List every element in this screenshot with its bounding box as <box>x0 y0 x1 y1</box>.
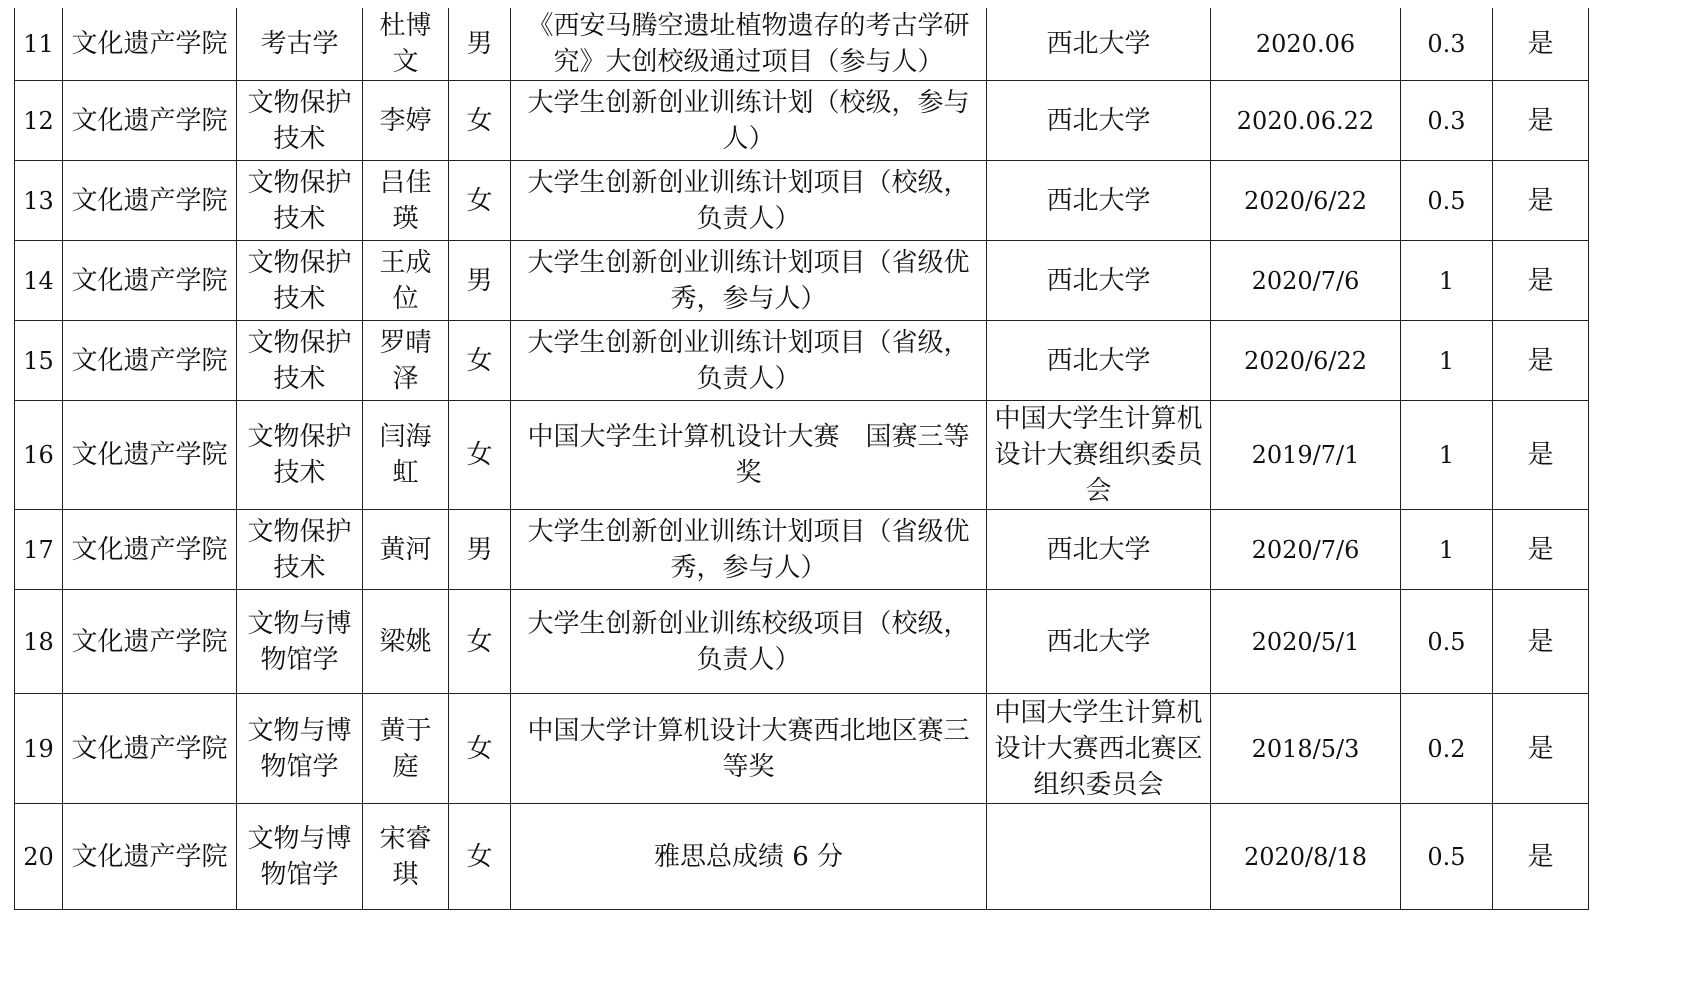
college-cell: 文化遗产学院 <box>63 590 237 694</box>
project-cell: 中国大学生计算机设计大赛 国赛三等奖 <box>511 401 987 510</box>
table-row-17 <box>15 510 1589 590</box>
organizer-cell: 西北大学 <box>987 161 1211 241</box>
approved-cell: 是 <box>1493 8 1589 81</box>
table-body <box>15 8 1589 910</box>
approved-cell: 是 <box>1493 590 1589 694</box>
date-cell: 2020/6/22 <box>1211 321 1401 401</box>
organizer-cell: 西北大学 <box>987 81 1211 161</box>
score-cell: 1 <box>1401 241 1493 321</box>
student-name-cell: 黄于庭 <box>363 694 449 804</box>
project-cell: 大学生创新创业训练计划项目（省级优秀，参与人） <box>511 241 987 321</box>
college-cell: 文化遗产学院 <box>63 401 237 510</box>
row-number: 19 <box>15 694 63 804</box>
table-row-19 <box>15 694 1589 804</box>
table-row-14 <box>15 241 1589 321</box>
organizer-cell: 西北大学 <box>987 241 1211 321</box>
project-cell: 大学生创新创业训练计划（校级，参与人） <box>511 81 987 161</box>
date-cell: 2020/7/6 <box>1211 510 1401 590</box>
college-cell: 文化遗产学院 <box>63 81 237 161</box>
table-row-20 <box>15 804 1589 910</box>
date-cell: 2020/6/22 <box>1211 161 1401 241</box>
approved-cell: 是 <box>1493 694 1589 804</box>
organizer-cell: 西北大学 <box>987 510 1211 590</box>
major-cell: 考古学 <box>237 8 363 81</box>
project-cell: 大学生创新创业训练计划项目（省级优秀，参与人） <box>511 510 987 590</box>
student-name-cell: 李婷 <box>363 81 449 161</box>
student-name-cell: 杜博文 <box>363 8 449 81</box>
college-cell: 文化遗产学院 <box>63 161 237 241</box>
gender-cell: 女 <box>449 401 511 510</box>
student-name-cell: 王成位 <box>363 241 449 321</box>
score-cell: 0.5 <box>1401 161 1493 241</box>
student-name-cell: 梁姚 <box>363 590 449 694</box>
score-cell: 0.2 <box>1401 694 1493 804</box>
college-cell: 文化遗产学院 <box>63 8 237 81</box>
organizer-cell: 中国大学生计算机设计大赛西北赛区组织委员会 <box>987 694 1211 804</box>
gender-cell: 女 <box>449 161 511 241</box>
project-cell: 大学生创新创业训练计划项目（省级，负责人） <box>511 321 987 401</box>
major-cell: 文物与博物馆学 <box>237 694 363 804</box>
approved-cell: 是 <box>1493 401 1589 510</box>
date-cell: 2020/5/1 <box>1211 590 1401 694</box>
gender-cell: 男 <box>449 8 511 81</box>
project-cell: 大学生创新创业训练计划项目（校级，负责人） <box>511 161 987 241</box>
score-cell: 1 <box>1401 510 1493 590</box>
approved-cell: 是 <box>1493 510 1589 590</box>
major-cell: 文物保护技术 <box>237 241 363 321</box>
gender-cell: 男 <box>449 510 511 590</box>
gender-cell: 女 <box>449 694 511 804</box>
approved-cell: 是 <box>1493 321 1589 401</box>
project-cell: 中国大学计算机设计大赛西北地区赛三等奖 <box>511 694 987 804</box>
date-cell: 2020/7/6 <box>1211 241 1401 321</box>
date-cell: 2018/5/3 <box>1211 694 1401 804</box>
score-cell: 0.3 <box>1401 8 1493 81</box>
student-name-cell: 闫海虹 <box>363 401 449 510</box>
date-cell: 2020.06 <box>1211 8 1401 81</box>
score-cell: 0.3 <box>1401 81 1493 161</box>
row-number: 12 <box>15 81 63 161</box>
college-cell: 文化遗产学院 <box>63 510 237 590</box>
date-cell: 2020.06.22 <box>1211 81 1401 161</box>
project-cell: 《西安马腾空遗址植物遗存的考古学研究》大创校级通过项目（参与人） <box>511 8 987 81</box>
major-cell: 文物保护技术 <box>237 401 363 510</box>
score-cell: 1 <box>1401 401 1493 510</box>
gender-cell: 女 <box>449 804 511 910</box>
project-cell: 大学生创新创业训练校级项目（校级，负责人） <box>511 590 987 694</box>
major-cell: 文物保护技术 <box>237 321 363 401</box>
row-number: 11 <box>15 8 63 81</box>
major-cell: 文物保护技术 <box>237 81 363 161</box>
date-cell: 2019/7/1 <box>1211 401 1401 510</box>
row-number: 17 <box>15 510 63 590</box>
approved-cell: 是 <box>1493 81 1589 161</box>
table-row-18 <box>15 590 1589 694</box>
table-row-12 <box>15 81 1589 161</box>
major-cell: 文物与博物馆学 <box>237 590 363 694</box>
college-cell: 文化遗产学院 <box>63 694 237 804</box>
organizer-cell: 西北大学 <box>987 321 1211 401</box>
project-cell: 雅思总成绩 6 分 <box>511 804 987 910</box>
major-cell: 文物与博物馆学 <box>237 804 363 910</box>
table-row-13 <box>15 161 1589 241</box>
student-name-cell: 宋睿琪 <box>363 804 449 910</box>
score-cell: 0.5 <box>1401 804 1493 910</box>
organizer-cell <box>987 804 1211 910</box>
score-cell: 0.5 <box>1401 590 1493 694</box>
organizer-cell: 西北大学 <box>987 8 1211 81</box>
date-cell: 2020/8/18 <box>1211 804 1401 910</box>
approved-cell: 是 <box>1493 804 1589 910</box>
gender-cell: 女 <box>449 81 511 161</box>
table-row-15 <box>15 321 1589 401</box>
approved-cell: 是 <box>1493 241 1589 321</box>
gender-cell: 男 <box>449 241 511 321</box>
approved-cell: 是 <box>1493 161 1589 241</box>
row-number: 13 <box>15 161 63 241</box>
student-name-cell: 黄河 <box>363 510 449 590</box>
score-cell: 1 <box>1401 321 1493 401</box>
student-name-cell: 吕佳瑛 <box>363 161 449 241</box>
major-cell: 文物保护技术 <box>237 161 363 241</box>
gender-cell: 女 <box>449 590 511 694</box>
college-cell: 文化遗产学院 <box>63 321 237 401</box>
row-number: 16 <box>15 401 63 510</box>
row-number: 14 <box>15 241 63 321</box>
student-name-cell: 罗晴泽 <box>363 321 449 401</box>
table-row-11 <box>15 8 1589 81</box>
organizer-cell: 中国大学生计算机设计大赛组织委员会 <box>987 401 1211 510</box>
organizer-cell: 西北大学 <box>987 590 1211 694</box>
row-number: 15 <box>15 321 63 401</box>
gender-cell: 女 <box>449 321 511 401</box>
records-table <box>14 8 1589 910</box>
major-cell: 文物保护技术 <box>237 510 363 590</box>
row-number: 20 <box>15 804 63 910</box>
college-cell: 文化遗产学院 <box>63 804 237 910</box>
table-row-16 <box>15 401 1589 510</box>
college-cell: 文化遗产学院 <box>63 241 237 321</box>
row-number: 18 <box>15 590 63 694</box>
